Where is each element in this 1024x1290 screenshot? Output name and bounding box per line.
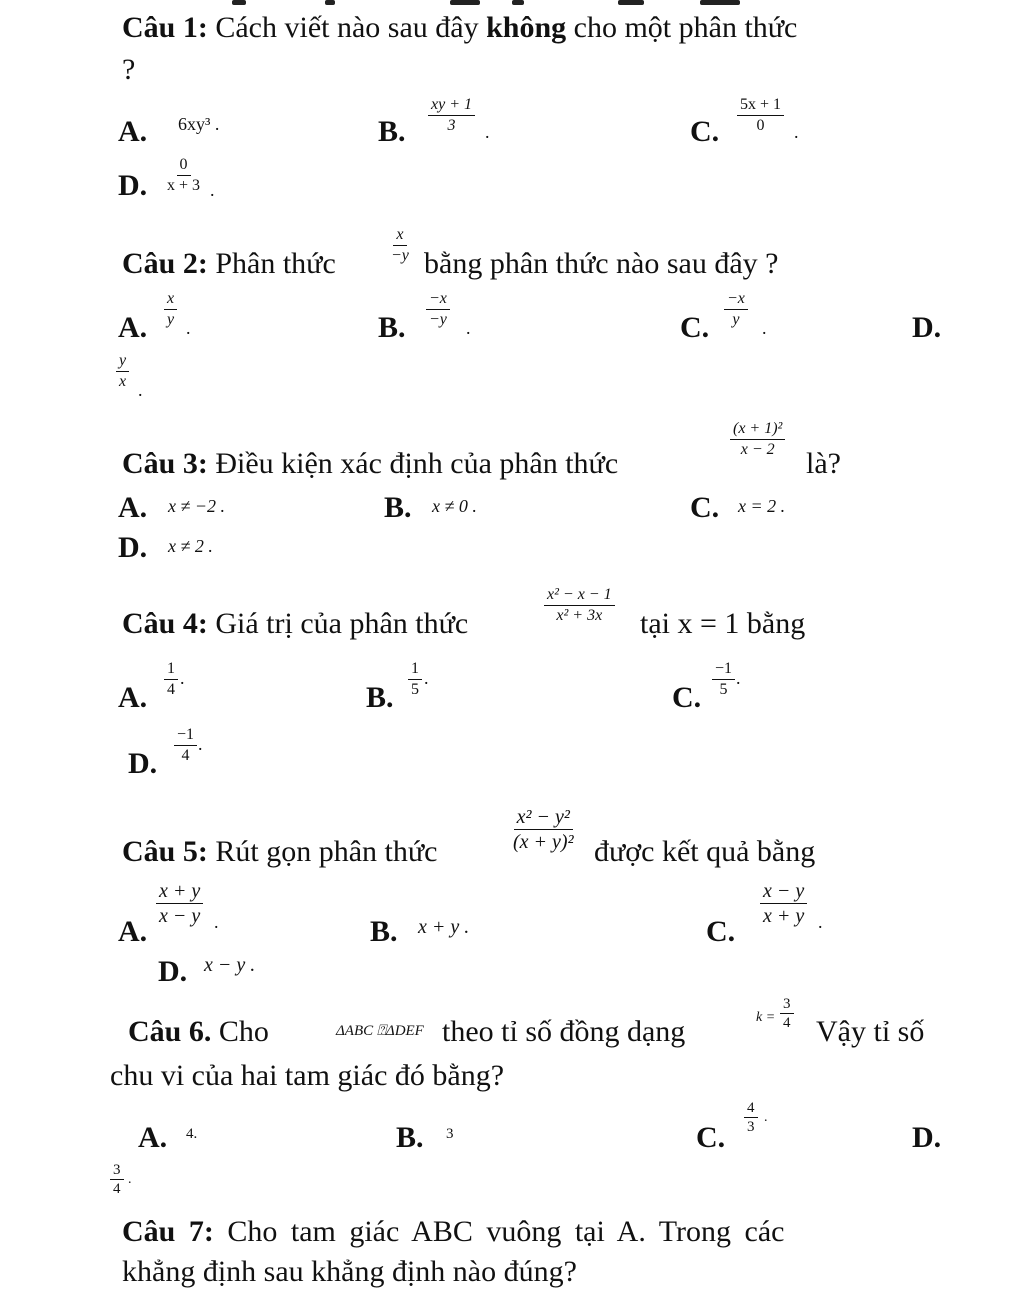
option-period: .	[818, 912, 823, 932]
question-5	[122, 834, 437, 870]
question-mark: ?	[122, 53, 136, 86]
question-fraction: $\frac{\text{(x + 1)²}}{x - 2}$	[730, 420, 785, 459]
option-letter: B.	[384, 491, 412, 524]
option-fraction: $\frac{-x}{-y}$	[426, 290, 450, 329]
option-period: .	[186, 318, 191, 338]
option-expression: x − y .	[204, 954, 256, 976]
option-letter: D.	[912, 1121, 942, 1154]
option-letter: A.	[138, 1121, 168, 1154]
option-fraction: $\frac{5x + 1}{0}$	[737, 96, 784, 135]
option-letter: C.	[690, 115, 720, 148]
question-1	[122, 10, 797, 46]
option-letter: B.	[378, 311, 406, 344]
option-letter: D.	[912, 311, 942, 344]
question-text: Điều kiện xác định của phân thức	[215, 447, 619, 480]
question-text: theo tỉ số đồng dạng	[442, 1015, 686, 1048]
option-letter: B.	[366, 681, 394, 714]
option-period: .	[180, 668, 185, 688]
option-letter: A.	[118, 915, 148, 948]
option-letter: A.	[118, 681, 148, 714]
option-period: .	[794, 122, 799, 142]
option-expression: x = 2 .	[738, 496, 786, 516]
question-3	[122, 446, 618, 482]
question-text: bằng phân thức nào sau đây ?	[424, 247, 779, 280]
question-text: cho một phân thức	[573, 11, 798, 44]
question-text: Vậy tỉ số	[816, 1015, 925, 1048]
option-expression: 6xy³ .	[178, 114, 220, 134]
option-fraction: $\frac{x - y}{x + y}$	[760, 880, 807, 927]
option-letter: D.	[118, 169, 148, 202]
question-text: chu vi của hai tam giác đó bằng?	[110, 1059, 505, 1092]
question-6	[128, 1014, 269, 1050]
question-fraction: $\frac{\text{x² − x − 1}}{\text{x² + 3x}}$	[544, 586, 615, 625]
option-period: .	[210, 180, 215, 200]
question-text: Giá trị của phân thức	[215, 607, 469, 640]
question-text: Phân thức	[215, 247, 336, 280]
option-letter: C.	[680, 311, 710, 344]
ratio-k-label: k =	[756, 1010, 776, 1025]
cropped-text-fragment	[450, 0, 480, 5]
question-fraction: $\frac{\text{x² − y²}}{\text{(x + y)²}}$	[513, 806, 574, 853]
option-expression: 4.	[186, 1126, 198, 1142]
option-letter: C.	[696, 1121, 726, 1154]
question-label: Câu 5:	[122, 835, 208, 868]
cropped-text-fragment	[232, 0, 246, 5]
question-fraction: $\frac{x}{-y}$	[391, 226, 409, 264]
question-text: được kết quả bằng	[594, 835, 816, 868]
option-letter: C.	[690, 491, 720, 524]
option-letter: B.	[396, 1121, 424, 1154]
question-text: là?	[806, 447, 841, 480]
option-letter: B.	[378, 115, 406, 148]
cropped-text-fragment	[512, 0, 524, 5]
cropped-text-fragment	[700, 0, 740, 5]
option-letter: A.	[118, 115, 148, 148]
option-fraction: $\frac{1}{5}$	[408, 660, 422, 699]
cropped-text-fragment	[325, 0, 335, 5]
option-period: .	[466, 318, 471, 338]
question-text: Rút gọn phân thức	[215, 835, 438, 868]
option-period: .	[736, 668, 741, 688]
option-letter: D.	[158, 955, 188, 988]
option-fraction: $\frac{3}{4}$	[110, 1162, 124, 1197]
option-expression: x ≠ 0 .	[432, 496, 477, 516]
option-fraction: $\frac{x + y}{x - y}$	[156, 880, 203, 927]
option-letter: B.	[370, 915, 398, 948]
option-letter: D.	[118, 531, 148, 564]
question-text: tại x = 1 bằng	[640, 607, 806, 640]
option-fraction: $\frac{-1}{5}$	[712, 660, 735, 699]
option-letter: A.	[118, 311, 148, 344]
question-label: Câu 4:	[122, 607, 208, 640]
similar-triangles-notation: ΔABC ⍰ΔDEF	[336, 1023, 424, 1039]
option-period: .	[198, 734, 203, 754]
option-period: .	[214, 912, 219, 932]
option-period: .	[128, 1172, 132, 1187]
option-period: .	[138, 380, 143, 400]
option-period: .	[485, 122, 490, 142]
question-label: Câu 1:	[122, 11, 208, 44]
option-fraction: $\frac{1}{4}$	[164, 660, 178, 699]
option-expression: x ≠ 2 .	[168, 536, 213, 556]
option-fraction: $\frac{-x}{y}$	[724, 290, 748, 329]
question-4	[122, 606, 468, 642]
option-letter: C.	[706, 915, 736, 948]
question-label: Câu 7:	[122, 1215, 214, 1248]
question-label: Câu 2:	[122, 247, 208, 280]
option-expression: x + y .	[418, 916, 470, 938]
option-period: .	[762, 318, 767, 338]
option-expression: 3	[446, 1126, 454, 1142]
question-text: Cho tam giác ABC vuông tại A. Trong các	[227, 1215, 785, 1248]
question-label: Câu 6.	[128, 1015, 212, 1048]
question-text: Cách viết nào sau đây	[215, 11, 479, 44]
option-fraction: $\frac{4}{3}$	[744, 1100, 758, 1135]
question-text-cropped: khẳng định sau khẳng định nào đúng?	[122, 1255, 577, 1288]
ratio-fraction: $\frac{3}{4}$	[780, 996, 794, 1031]
option-fraction: $\frac{-1}{4}$	[174, 726, 197, 765]
question-emphasis: không	[486, 11, 567, 44]
option-fraction: $\frac{x}{y}$	[164, 290, 177, 329]
option-expression: x ≠ −2 .	[168, 496, 226, 516]
option-fraction: $\frac{xy + 1}{3}$	[428, 96, 475, 135]
option-period: .	[424, 668, 429, 688]
option-letter: A.	[118, 491, 148, 524]
option-fraction: $\frac{y}{x}$	[116, 352, 129, 391]
cropped-text-fragment	[618, 0, 644, 5]
question-text: Cho	[218, 1015, 269, 1048]
option-letter: D.	[128, 747, 158, 780]
option-letter: C.	[672, 681, 702, 714]
option-period: .	[764, 1110, 768, 1125]
question-2	[122, 246, 336, 282]
option-fraction: $\frac{0}{x + 3}$	[167, 156, 201, 194]
question-7	[122, 1214, 785, 1250]
question-label: Câu 3:	[122, 447, 208, 480]
